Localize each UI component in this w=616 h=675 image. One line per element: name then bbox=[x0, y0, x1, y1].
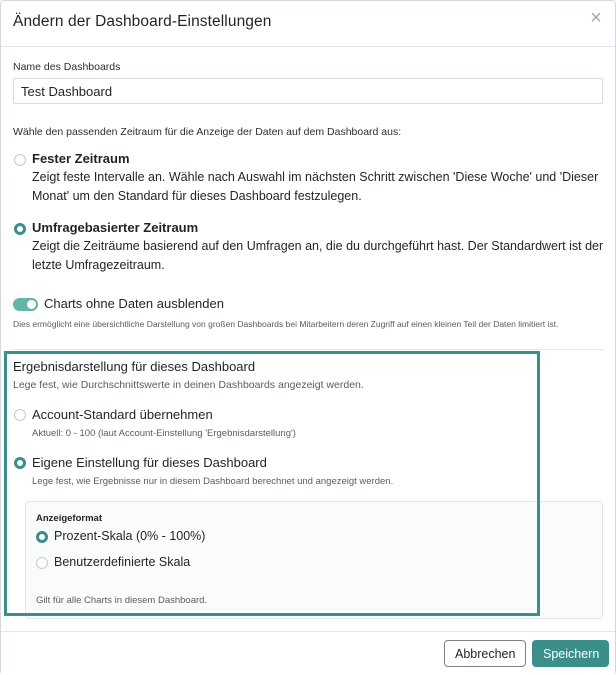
hide-empty-charts-help: Dies ermöglicht eine übersichtliche Darstellung von großen Dashboards bei Mitarbeitern deren Zugriff auf einen kleinen Teil der Daten limitiert ist. bbox=[13, 319, 559, 329]
fixed-timeframe-desc: Zeigt feste Intervalle an. Wähle nach Auswahl im nächsten Schritt zwischen 'Diese Woche' und 'Dieser Monat' um den Standard für dieses Dashboard festzulegen. bbox=[32, 170, 599, 203]
custom-setting-desc: Lege fest, wie Ergebnisse nur in diesem Dashboard berechnet und angezeigt werden. bbox=[32, 476, 394, 487]
percent-scale-radio[interactable] bbox=[36, 531, 48, 543]
save-button[interactable]: Speichern bbox=[532, 640, 609, 667]
custom-setting-title: Eigene Einstellung für dieses Dashboard bbox=[32, 455, 267, 470]
results-section-subtitle: Lege fest, wie Durchschnittswerte in deinen Dashboards angezeigt werden. bbox=[13, 379, 364, 391]
account-default-radio[interactable] bbox=[14, 409, 26, 421]
dashboard-name-input[interactable] bbox=[13, 78, 603, 104]
timeframe-intro: Wähle den passenden Zeitraum für die Anzeige der Daten auf dem Dashboard aus: bbox=[13, 126, 402, 138]
display-format-label: Anzeigeformat bbox=[36, 513, 102, 524]
toggle-knob bbox=[27, 300, 36, 309]
account-default-desc: Aktuell: 0 - 100 (laut Account-Einstellung 'Ergebnisdarstellung') bbox=[32, 428, 296, 439]
dashboard-name-label: Name des Dashboards bbox=[13, 61, 121, 73]
divider bbox=[13, 349, 603, 350]
close-icon[interactable]: × bbox=[590, 7, 602, 29]
dialog-header bbox=[1, 1, 615, 47]
survey-timeframe-title: Umfragebasierter Zeitraum bbox=[32, 220, 199, 235]
hide-empty-charts-toggle[interactable] bbox=[13, 298, 38, 311]
survey-timeframe-desc: Zeigt die Zeiträume basierend auf den Umfragen an, die du durchgeführt hast. Der Standardwert ist der letzte Umfragezeitraum. bbox=[32, 239, 604, 272]
custom-scale-radio[interactable] bbox=[36, 557, 48, 569]
account-default-title: Account-Standard übernehmen bbox=[32, 407, 213, 422]
cancel-button[interactable]: Abbrechen bbox=[444, 640, 526, 667]
results-section-title: Ergebnisdarstellung für dieses Dashboard bbox=[13, 359, 256, 374]
percent-scale-label: Prozent-Skala (0% - 100%) bbox=[54, 529, 206, 543]
fixed-timeframe-title: Fester Zeitraum bbox=[32, 151, 130, 166]
custom-setting-radio[interactable] bbox=[14, 457, 26, 469]
hide-empty-charts-label: Charts ohne Daten ausblenden bbox=[44, 296, 224, 311]
fixed-timeframe-radio[interactable] bbox=[14, 154, 26, 166]
display-format-note: Gilt für alle Charts in diesem Dashboard. bbox=[36, 595, 208, 606]
survey-timeframe-radio[interactable] bbox=[14, 223, 26, 235]
custom-scale-label: Benutzerdefinierte Skala bbox=[54, 555, 191, 569]
dialog-title: Ändern der Dashboard-Einstellungen bbox=[13, 13, 272, 30]
